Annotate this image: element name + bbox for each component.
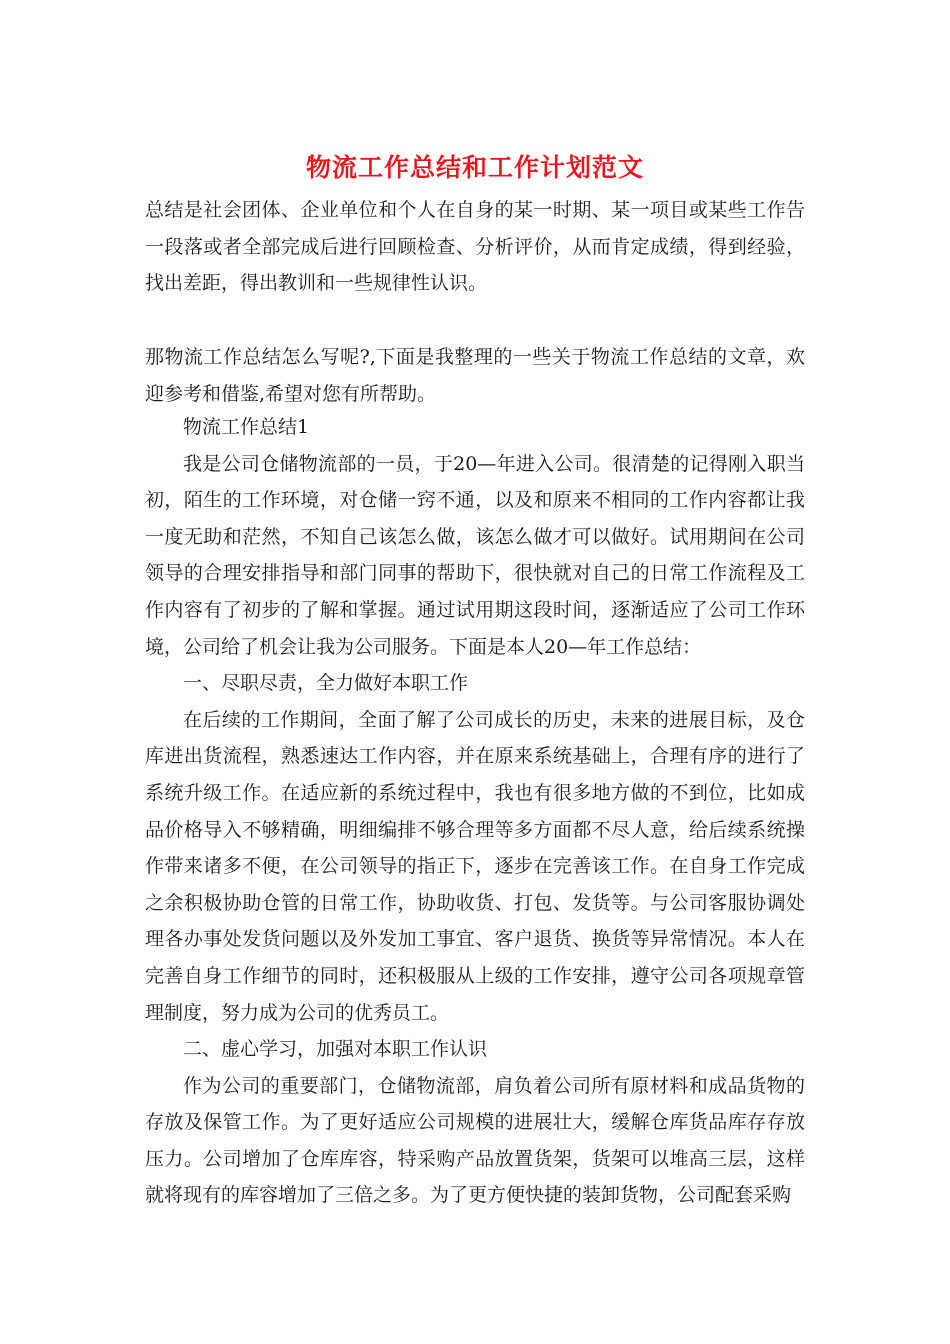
- intro-section: [145, 192, 805, 302]
- main-content: [145, 409, 805, 1214]
- body-paragraph: 在后续的工作期间，全面了解了公司成长的历史，未来的进展目标，及仓库进出货流程，熟悉速达工作内容，并在原来系统基础上，合理有序的进行了系统升级工作。在适应新的系统过程中，我也有很多地方做的不到位，比如成品价格导入不够精确，明细编排不够合理等多方面都不尽人意，给后续系统操作带来诸多不便，在公司领导的指正下，逐步在完善该工作。在自身工作完成之余积极协助仓管的日常工作，协助收货、打包、发货等。与公司客服协调处理各办事处发货问题以及外发加工事宜、客户退货、换货等异常情况。本人在完善自身工作细节的同时，还积极服从上级的工作安排，遵守公司各项规章管理制度，努力成为公司的优秀员工。: [145, 708, 805, 1024]
- document-title: 物流工作总结和工作计划范文: [305, 153, 644, 182]
- section-title: 物流工作总结1: [183, 416, 310, 438]
- body-paragraph: 我是公司仓储物流部的一员，于20—年进入公司。很清楚的记得刚入职当初，陌生的工作环境，对仓储一窍不通，以及和原来不相同的工作内容都让我一度无助和茫然，不知自己该怎么做，该怎么做才可以做好。试用期间在公司领导的合理安排指导和部门同事的帮助下，很快就对自己的日常工作流程及工作内容有了初步的了解和掌握。通过试用期这段时间，逐渐适应了公司工作环境，公司给了机会让我为公司服务。下面是本人20—年工作总结：: [145, 452, 805, 658]
- intro-paragraph: 总结是社会团体、企业单位和个人在自身的某一时期、某一项目或某些工作告一段落或者全部完成后进行回顾检查、分析评价，从而肯定成绩，得到经验，找出差距，得出教训和一些规律性认识。: [145, 199, 805, 295]
- section-heading: 一、尽职尽责，全力做好本职工作: [183, 672, 469, 695]
- body-paragraph: 作为公司的重要部门，仓储物流部，肩负着公司所有原材料和成品货物的存放及保管工作。为了更好适应公司规模的进展壮大，缓解仓库货品库存存放压力。公司增加了仓库库容，特采购产品放置货架，货架可以堆高三层，这样就将现有的库容增加了三倍之多。为了更方便快捷的装卸货物，公司配套采购: [145, 1074, 805, 1207]
- lead-paragraph: 那物流工作总结怎么写呢?,下面是我整理的一些关于物流工作总结的文章，欢迎参考和借鉴,希望对您有所帮助。: [145, 346, 805, 405]
- lead-section: [145, 339, 805, 412]
- section-heading: 二、虚心学习，加强对本职工作认识: [183, 1038, 488, 1061]
